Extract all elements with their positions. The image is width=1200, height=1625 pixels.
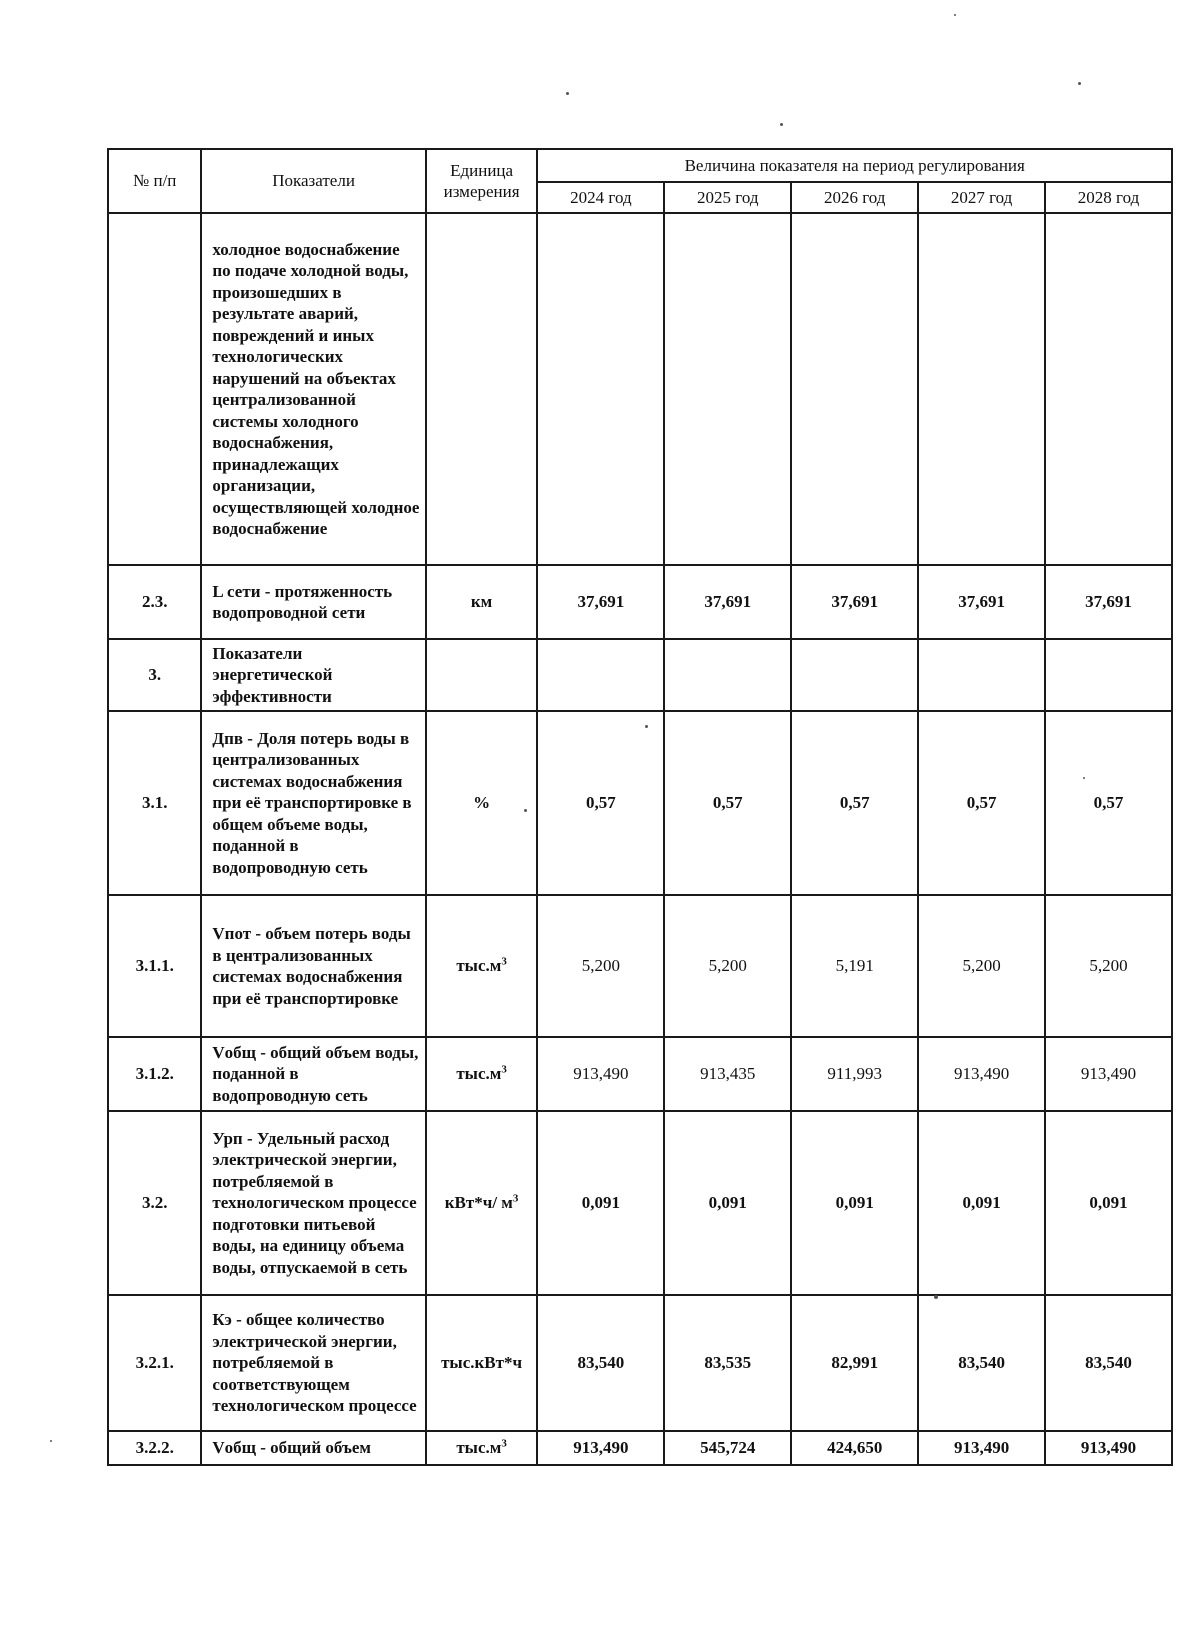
row-value: 83,540 [1045,1295,1172,1431]
scan-speck [524,809,527,812]
scan-speck [780,123,783,126]
row-value: 37,691 [918,565,1045,639]
row-value [537,213,664,565]
scan-speck [1078,82,1081,85]
row-value [1045,213,1172,565]
row-value [537,639,664,711]
scan-speck [954,14,956,16]
row-indicator: Кэ - общее количество электрической энергии, потребляемой в соответствующем технологическом процессе [201,1295,425,1431]
row-num: 3.1.2. [108,1037,201,1111]
table-row [108,213,1172,565]
row-unit: $тыс.м^3$ [426,1037,538,1111]
header-year: 2026 год [791,182,918,213]
row-indicator: Урп - Удельный расход электрической энергии, потребляемой в технологическом процессе подготовки питьевой воды, на единицу объема воды, отпускаемой в сеть [201,1111,425,1295]
row-value: 913,490 [918,1431,1045,1465]
row-value: 913,435 [664,1037,791,1111]
row-indicator: L сети - протяженность водопроводной сети [201,565,425,639]
row-value [664,639,791,711]
row-value: 911,993 [791,1037,918,1111]
table-row [108,1037,1172,1111]
row-value: 5,200 [918,895,1045,1037]
scan-speck [645,725,648,728]
table-row [108,1111,1172,1295]
header-period: Величина показателя на период регулирования [537,149,1172,182]
row-value: 37,691 [791,565,918,639]
indicators-table [107,148,1173,1466]
row-value: 545,724 [664,1431,791,1465]
row-indicator: Vобщ - общий объем [201,1431,425,1465]
row-indicator: Показатели энергетической эффективности [201,639,425,711]
scan-speck [566,92,569,95]
row-value: 0,091 [1045,1111,1172,1295]
row-value: 37,691 [1045,565,1172,639]
row-unit: км [426,565,538,639]
row-num: 3. [108,639,201,711]
row-value [791,213,918,565]
header-year: 2028 год [1045,182,1172,213]
row-num: 3.2. [108,1111,201,1295]
row-value: 913,490 [1045,1037,1172,1111]
row-value: 913,490 [918,1037,1045,1111]
row-value: 913,490 [537,1037,664,1111]
row-num: 3.1.1. [108,895,201,1037]
row-unit [426,639,538,711]
row-value [1045,639,1172,711]
row-indicator: Vобщ - общий объем воды, поданной в водопроводную сеть [201,1037,425,1111]
header-num: № п/п [108,149,201,213]
scan-speck [50,1440,52,1442]
row-value [791,639,918,711]
row-unit [426,213,538,565]
row-num: 3.2.1. [108,1295,201,1431]
row-value: 0,57 [918,711,1045,895]
row-value: 83,540 [918,1295,1045,1431]
header-year: 2024 год [537,182,664,213]
table-row [108,1295,1172,1431]
row-indicator: Дпв - Доля потерь воды в централизованных системах водоснабжения при её транспортировке в общем объеме воды, поданной в водопроводную сеть [201,711,425,895]
row-unit: $тыс.м^3$ [426,1431,538,1465]
row-value: 5,200 [537,895,664,1037]
table-row [108,895,1172,1037]
row-value: 5,200 [664,895,791,1037]
table-row [108,639,1172,711]
row-unit: кВт*ч/ $м^3$ [426,1111,538,1295]
row-value: 37,691 [664,565,791,639]
table-row [108,565,1172,639]
row-value: 0,091 [791,1111,918,1295]
scan-speck [1083,777,1085,779]
row-value: 37,691 [537,565,664,639]
row-value: 82,991 [791,1295,918,1431]
row-unit: $тыс.м^3$ [426,895,538,1037]
row-value: 913,490 [537,1431,664,1465]
row-value [918,639,1045,711]
scan-speck [934,1295,938,1299]
row-value: 83,540 [537,1295,664,1431]
row-unit: тыс.кВт*ч [426,1295,538,1431]
header-indicator: Показатели [201,149,425,213]
row-value: 0,091 [537,1111,664,1295]
row-indicator: Vпот - объем потерь воды в централизованных системах водоснабжения при её транспортировке [201,895,425,1037]
row-unit: % [426,711,538,895]
row-value [918,213,1045,565]
row-num: 2.3. [108,565,201,639]
row-value: 5,191 [791,895,918,1037]
header-year: 2027 год [918,182,1045,213]
row-indicator: холодное водоснабжение по подаче холодной воды, произошедших в результате аварий, повреждений и иных технологических нарушений на объектах централизованной системы холодного водоснабжения, принадлежащих организации, осуществляющей холодное водоснабжение [201,213,425,565]
row-num [108,213,201,565]
table-row [108,1431,1172,1465]
table-row [108,711,1172,895]
row-value: 0,57 [791,711,918,895]
row-value [664,213,791,565]
row-num: 3.2.2. [108,1431,201,1465]
row-value: 0,091 [918,1111,1045,1295]
row-value: 83,535 [664,1295,791,1431]
row-value: 0,57 [664,711,791,895]
row-value: 913,490 [1045,1431,1172,1465]
row-num: 3.1. [108,711,201,895]
row-value: 424,650 [791,1431,918,1465]
row-value: 5,200 [1045,895,1172,1037]
row-value: 0,091 [664,1111,791,1295]
header-unit: Единица измерения [426,149,538,213]
header-year: 2025 год [664,182,791,213]
row-value: 0,57 [537,711,664,895]
row-value: 0,57 [1045,711,1172,895]
